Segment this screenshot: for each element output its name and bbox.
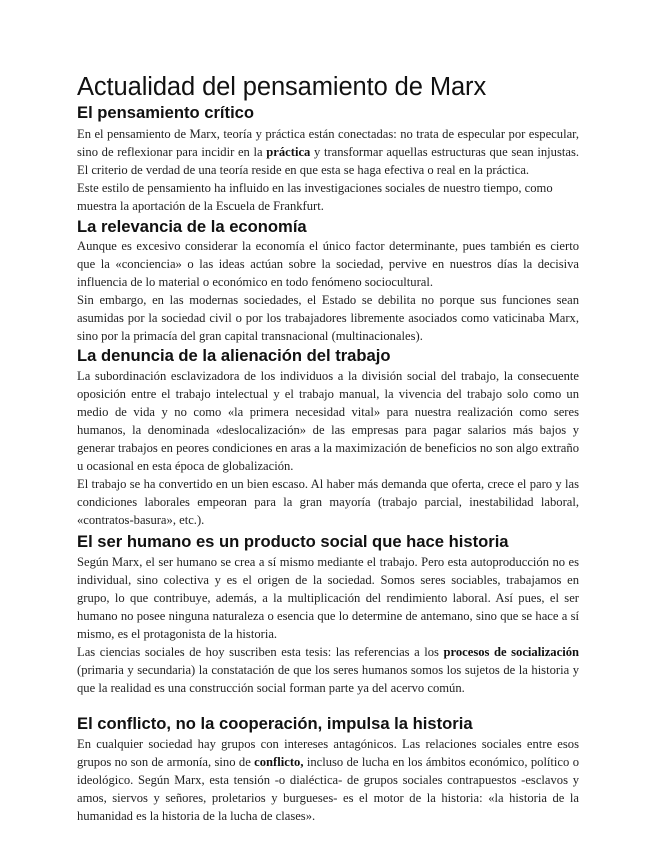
section-pensamiento-critico <box>77 103 579 215</box>
page-title: Actualidad del pensamiento de Marx <box>77 73 487 101</box>
section-heading: La relevancia de la economía <box>77 217 307 236</box>
section-conflicto <box>77 714 579 825</box>
paragraph <box>77 367 579 475</box>
text: Escuela de Frankfurt. <box>215 199 324 213</box>
bold-term: práctica <box>266 145 311 159</box>
paragraph <box>77 553 579 643</box>
text: En el pensamiento de Marx, teoría y práctica están conectadas: no trata de especular por especular, sino de reflexionar para incidir en la <box>77 127 579 159</box>
section-relevancia-economia <box>77 217 579 345</box>
paragraph <box>77 643 579 697</box>
section-alienacion-trabajo <box>77 346 579 529</box>
section-heading: El pensamiento crítico <box>77 103 255 122</box>
paragraph <box>77 179 579 215</box>
text: y transformar aquellas estructuras que sean injustas. El criterio de verdad de una teoría reside en que esta se haga efectiva o real en la práctica. <box>77 145 579 177</box>
section-heading: El conflicto, no la cooperación, impulsa la historia <box>77 714 473 733</box>
section-heading: La denuncia de la alienación del trabajo <box>77 346 391 365</box>
text: (primaria y secundaria) la constatación de que los seres humanos somos los sujetos de la historia y que la realidad es una construcción social forman parte ya del acervo común. <box>77 663 579 695</box>
text: El trabajo se ha convertido en un bien escaso. Al haber más demanda que oferta, crece el paro y las condiciones laborales empeoran para la gran mayoría (trabajo parcial, inestabilidad laboral, «contratos-basura», etc.). <box>77 477 579 527</box>
paragraph <box>77 125 579 179</box>
document-page <box>77 72 579 825</box>
text: Aunque es excesivo considerar la economía el único factor determinante, pues también es cierto que la «conciencia» o las ideas actúan sobre la sociedad, pervive en nuestros días la decisiva influencia de lo material o económico en todo fenómeno sociocultural. <box>77 239 579 289</box>
section-producto-social <box>77 532 579 697</box>
bold-term: conflicto, <box>254 755 304 769</box>
paragraph <box>77 291 579 345</box>
text: Según Marx, el ser humano se crea a sí mismo mediante el trabajo. Pero esta autoproducción no es individual, sino colectiva y es el origen de la sociedad. Somos seres sociables, trabajamos en grupo, lo que contribuye, además, a la multiplicación del rendimiento laboral. Así pues, el ser humano no posee ninguna naturaleza o esencia que lo determine de antemano, sino que se hace a sí mismo, es el protagonista de la historia. <box>77 555 579 641</box>
text: La subordinación esclavizadora de los individuos a la división social del trabajo, la consecuente oposición entre el trabajo intelectual y el trabajo manual, la vivencia del trabajo solo como un medio de vida y no como «la primera necesidad vital» para nuestra realización como seres humanos, la denominada «deslocalización» de las empresas para pagar salarios más bajos y generar trabajos en peores condiciones en aras a la maximización de beneficios no son algo extraño u ocasional en esta época de globalización. <box>77 369 579 473</box>
text: Las ciencias sociales de hoy suscriben esta tesis: las referencias a los <box>77 645 444 659</box>
bold-term: procesos de socialización <box>443 645 579 659</box>
paragraph <box>77 475 579 529</box>
section-heading: El ser humano es un producto social que hace historia <box>77 532 509 551</box>
text: En cualquier sociedad hay grupos con intereses antagónicos. Las relaciones sociales entre esos grupos no son de armonía, sino de <box>77 737 579 769</box>
text: incluso de lucha en los ámbitos económico, político o ideológico. Según Marx, esta tensión -o dialéctica- de grupos sociales contrapuestos -esclavos y amos, siervos y señores, proletarios y burgueses- es el motor de la historia: «la historia de la humanidad es la historia de la lucha de clases». <box>77 755 579 823</box>
paragraph <box>77 735 579 825</box>
paragraph <box>77 237 579 291</box>
text: Sin embargo, en las modernas sociedades, el Estado se debilita no porque sus funciones sean asumidas por la sociedad civil o por los trabajadores libremente asociados como vaticinaba Marx, sino por la primacía del gran capital transnacional (multinacionales). <box>77 293 579 343</box>
text: Este estilo de pensamiento ha influido en las investigaciones sociales de nuestro tiempo, como muestra la aportación de la <box>77 181 553 213</box>
